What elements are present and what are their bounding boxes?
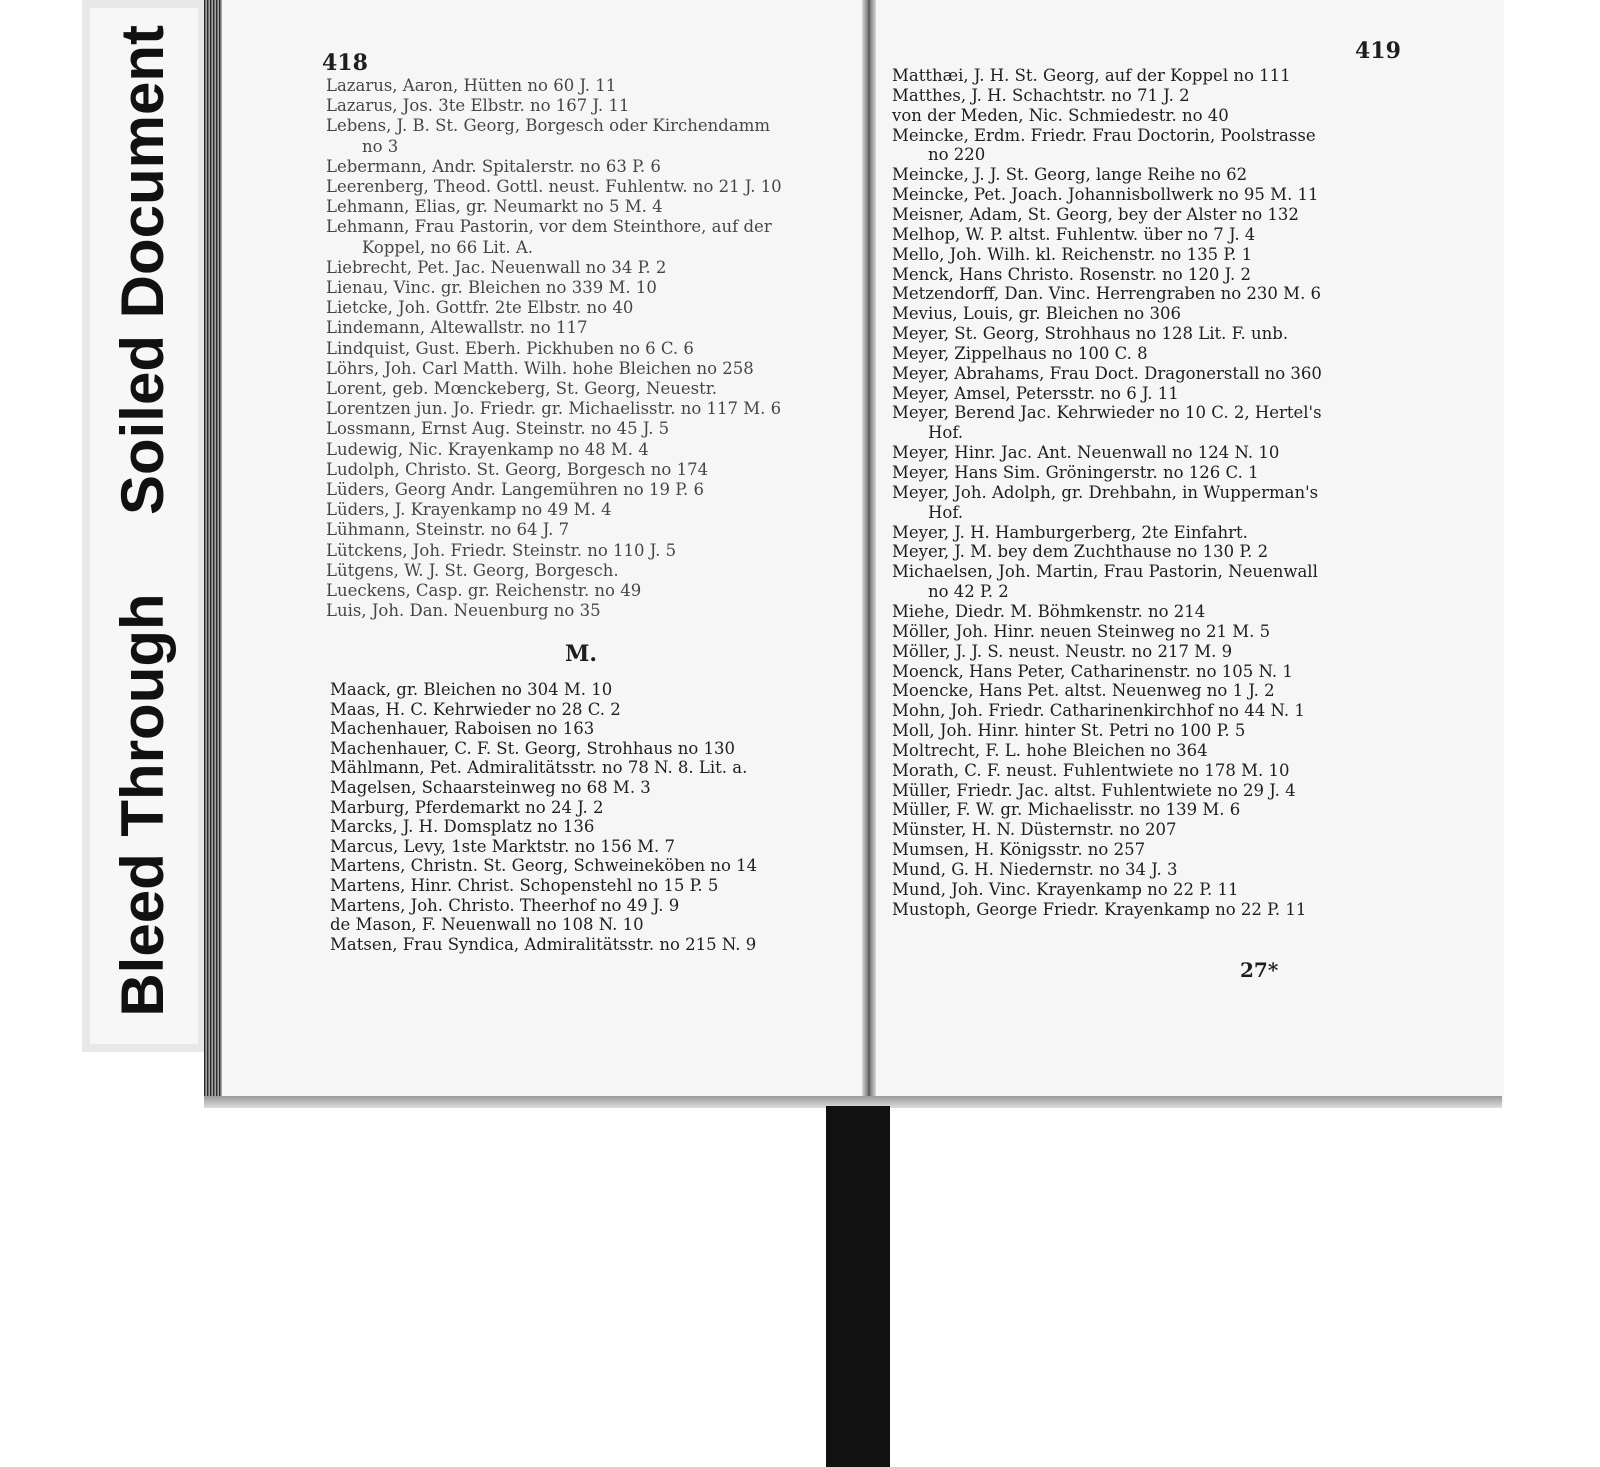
- directory-entry: Machenhauer, Raboisen no 163: [330, 719, 595, 739]
- directory-entry: Lindquist, Gust. Eberh. Pickhuben no 6 C. 6: [326, 338, 694, 358]
- directory-entry: Lietcke, Joh. Gottfr. 2te Elbstr. no 40: [326, 298, 634, 318]
- directory-entry: Mumsen, H. Königsstr. no 257: [892, 840, 1146, 860]
- directory-entry: Morath, C. F. neust. Fuhlentwiete no 178 M. 10: [892, 760, 1290, 780]
- label-soiled-document: Soiled Document: [109, 24, 176, 516]
- directory-entry: Matthes, J. H. Schachtstr. no 71 J. 2: [892, 85, 1190, 105]
- directory-entry: Lebens, J. B. St. Georg, Borgesch oder Kirchendamm: [326, 116, 771, 136]
- directory-entry: Meyer, Joh. Adolph, gr. Drehbahn, in Wupperman's: [892, 482, 1319, 502]
- directory-entry: no 220: [928, 145, 986, 165]
- directory-entry: Mund, Joh. Vinc. Krayenkamp no 22 P. 11: [892, 879, 1239, 899]
- directory-entry: Moltrecht, F. L. hohe Bleichen no 364: [892, 740, 1208, 760]
- directory-entry: Liebrecht, Pet. Jac. Neuenwall no 34 P. 2: [326, 257, 667, 277]
- directory-entry: Martens, Christn. St. Georg, Schweineköben no 14: [330, 856, 758, 876]
- directory-entry: Meisner, Adam, St. Georg, bey der Alster no 132: [892, 204, 1299, 224]
- directory-entry: Mund, G. H. Niedernstr. no 34 J. 3: [892, 860, 1178, 879]
- directory-entry: Leerenberg, Theod. Gottl. neust. Fuhlentw. no 21 J. 10: [326, 177, 782, 196]
- directory-entry: Meincke, J. J. St. Georg, lange Reihe no 62: [892, 165, 1248, 185]
- directory-entry: Ludewig, Nic. Krayenkamp no 48 M. 4: [326, 439, 649, 459]
- directory-entry: Lehmann, Elias, gr. Neumarkt no 5 M. 4: [326, 197, 663, 217]
- directory-entry: Lütckens, Joh. Friedr. Steinstr. no 110 J. 5: [326, 540, 677, 560]
- label-bleed-through: Bleed Through: [109, 593, 176, 1017]
- directory-entry: Meincke, Erdm. Friedr. Frau Doctorin, Poolstrasse: [892, 125, 1316, 145]
- directory-entry: Hof.: [928, 423, 964, 443]
- directory-entry: Moencke, Hans Pet. altst. Neuenweg no 1 J. 2: [892, 681, 1275, 701]
- directory-entry: Matthæi, J. H. St. Georg, auf der Koppel no 111: [892, 66, 1291, 85]
- directory-entry: Möller, Joh. Hinr. neuen Steinweg no 21 M. 5: [892, 621, 1271, 641]
- directory-entry: Meyer, Hans Sim. Gröningerstr. no 126 C. 1: [892, 463, 1259, 482]
- directory-entry: Mevius, Louis, gr. Bleichen no 306: [892, 304, 1181, 324]
- directory-entry: Marcks, J. H. Domsplatz no 136: [330, 817, 595, 837]
- directory-entry: Lorent, geb. Mœnckeberg, St. Georg, Neuestr.: [326, 379, 718, 398]
- directory-entry: Mählmann, Pet. Admiralitätsstr. no 78 N. 8. Lit. a.: [330, 758, 748, 778]
- directory-entry: Meyer, Zippelhaus no 100 C. 8: [892, 343, 1148, 363]
- section-heading-m: M.: [565, 641, 598, 667]
- directory-entry: de Mason, F. Neuenwall no 108 N. 10: [330, 915, 644, 935]
- page-number-left: 418: [322, 50, 368, 76]
- directory-entry: Meyer, J. M. bey dem Zuchthause no 130 P. 2: [892, 542, 1269, 562]
- directory-entry: Moenck, Hans Peter, Catharinenstr. no 105 N. 1: [892, 661, 1293, 681]
- directory-entry: Matsen, Frau Syndica, Admiralitätsstr. no 215 N. 9: [330, 934, 757, 954]
- directory-entry: Lühmann, Steinstr. no 64 J. 7: [326, 520, 570, 540]
- directory-entry: Moll, Joh. Hinr. hinter St. Petri no 100 P. 5: [892, 721, 1246, 741]
- directory-entry: Luis, Joh. Dan. Neuenburg no 35: [326, 601, 601, 621]
- directory-entry: Lehmann, Frau Pastorin, vor dem Steinthore, auf der: [326, 217, 772, 237]
- page-number-right: 419: [1355, 38, 1401, 64]
- directory-entry: Lienau, Vinc. gr. Bleichen no 339 M. 10: [326, 278, 657, 297]
- directory-entry: Marburg, Pferdemarkt no 24 J. 2: [330, 797, 604, 817]
- directory-entry: von der Meden, Nic. Schmiedestr. no 40: [892, 105, 1229, 125]
- directory-entry: Koppel, no 66 Lit. A.: [362, 237, 534, 257]
- directory-entry: Meyer, J. H. Hamburgerberg, 2te Einfahrt.: [892, 522, 1248, 542]
- directory-entry: Miehe, Diedr. M. Böhmkenstr. no 214: [892, 601, 1206, 621]
- directory-entry: Martens, Joh. Christo. Theerhof no 49 J. 9: [330, 895, 680, 915]
- directory-entry: Meyer, St. Georg, Strohhaus no 128 Lit. F. unb.: [892, 324, 1289, 344]
- directory-entry: Müller, Friedr. Jac. altst. Fuhlentwiete no 29 J. 4: [892, 780, 1296, 800]
- directory-entry: Lindemann, Altewallstr. no 117: [326, 318, 588, 338]
- directory-entry: Menck, Hans Christo. Rosenstr. no 120 J. 2: [892, 264, 1251, 284]
- directory-entry: Lazarus, Jos. 3te Elbstr. no 167 J. 11: [326, 96, 630, 116]
- directory-entry: Lütgens, W. J. St. Georg, Borgesch.: [326, 560, 619, 580]
- directory-entry: Maas, H. C. Kehrwieder no 28 C. 2: [330, 699, 621, 719]
- directory-entry: Magelsen, Schaarsteinweg no 68 M. 3: [330, 778, 651, 797]
- directory-entry: Metzendorff, Dan. Vinc. Herrengraben no 230 M. 6: [892, 284, 1322, 304]
- directory-entry: Melhop, W. P. altst. Fuhlentw. über no 7 J. 4: [892, 224, 1256, 244]
- directory-entry: Meincke, Pet. Joach. Johannisbollwerk no 95 M. 11: [892, 185, 1319, 205]
- directory-entry: Michaelsen, Joh. Martin, Frau Pastorin, Neuenwall: [892, 562, 1318, 582]
- directory-entry: no 3: [362, 136, 399, 156]
- directory-entry: Mustoph, George Friedr. Krayenkamp no 22 P. 11: [892, 899, 1307, 919]
- directory-entry: Meyer, Amsel, Petersstr. no 6 J. 11: [892, 383, 1179, 403]
- directory-entry: Martens, Hinr. Christ. Schopenstehl no 15 P. 5: [330, 876, 719, 895]
- directory-entry: Meyer, Abrahams, Frau Doct. Dragonerstall no 360: [892, 363, 1322, 383]
- directory-entry: Mohn, Joh. Friedr. Catharinenkirchhof no 44 N. 1: [892, 701, 1305, 721]
- directory-entry: Lazarus, Aaron, Hütten no 60 J. 11: [326, 76, 617, 95]
- directory-entry: Machenhauer, C. F. St. Georg, Strohhaus no 130: [330, 738, 736, 758]
- directory-entry: Mello, Joh. Wilh. kl. Reichenstr. no 135 P. 1: [892, 244, 1253, 264]
- directory-entry: Marcus, Levy, 1ste Marktstr. no 156 M. 7: [330, 836, 676, 856]
- directory-entry: Lueckens, Casp. gr. Reichenstr. no 49: [326, 581, 642, 600]
- directory-entry: Lüders, Georg Andr. Langemühren no 19 P. 6: [326, 480, 704, 499]
- directory-entry: Lossmann, Ernst Aug. Steinstr. no 45 J. 5: [326, 419, 670, 439]
- directory-entry: Meyer, Hinr. Jac. Ant. Neuenwall no 124 N. 10: [892, 443, 1280, 463]
- directory-entry: Löhrs, Joh. Carl Matth. Wilh. hohe Bleichen no 258: [326, 358, 754, 378]
- signature-mark: 27*: [1240, 958, 1279, 982]
- calibration-strip: [826, 1106, 890, 1467]
- directory-entry: Hof.: [928, 502, 964, 522]
- directory-entry: Müller, F. W. gr. Michaelisstr. no 139 M. 6: [892, 800, 1241, 820]
- directory-entry: Möller, J. J. S. neust. Neustr. no 217 M. 9: [892, 641, 1233, 661]
- book-gutter: [862, 0, 876, 1102]
- directory-entry: Lüders, J. Krayenkamp no 49 M. 4: [326, 500, 612, 520]
- directory-entry: no 42 P. 2: [928, 582, 1009, 602]
- directory-entry: Meyer, Berend Jac. Kehrwieder no 10 C. 2, Hertel's: [892, 403, 1322, 423]
- directory-entry: Lorentzen jun. Jo. Friedr. gr. Michaelisstr. no 117 M. 6: [326, 399, 782, 419]
- directory-entry: Lebermann, Andr. Spitalerstr. no 63 P. 6: [326, 156, 661, 176]
- directory-entry: Maack, gr. Bleichen no 304 M. 10: [330, 680, 613, 699]
- directory-entry: Ludolph, Christo. St. Georg, Borgesch no 174: [326, 459, 709, 479]
- directory-entry: Münster, H. N. Düsternstr. no 207: [892, 820, 1177, 840]
